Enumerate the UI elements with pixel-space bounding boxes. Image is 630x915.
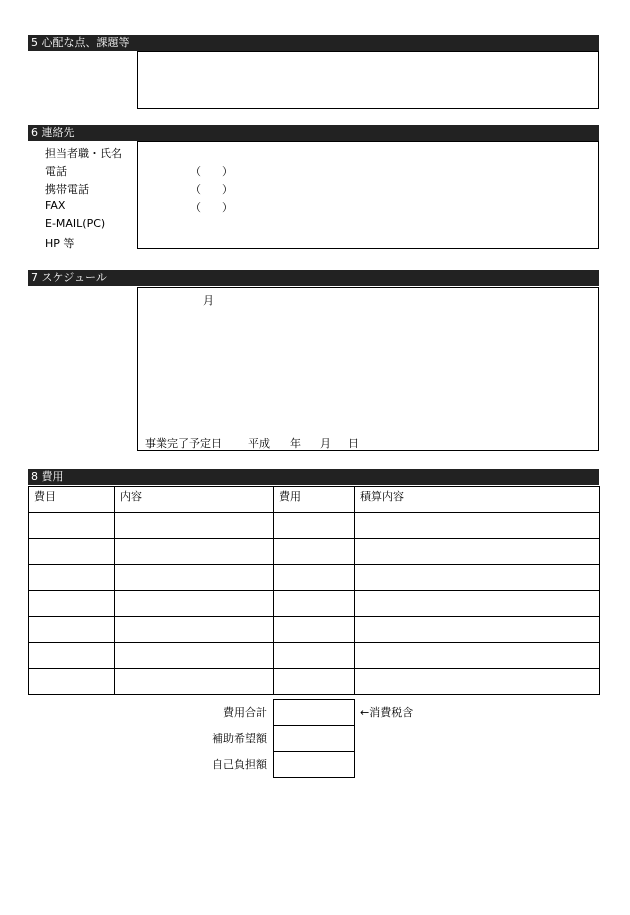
table-row bbox=[29, 669, 600, 695]
fax-paren-open: （ bbox=[190, 201, 201, 214]
self-pay-field[interactable] bbox=[273, 751, 355, 778]
table-row bbox=[29, 513, 600, 539]
header-cost: 費用 bbox=[274, 487, 355, 513]
section-5-header bbox=[28, 35, 599, 51]
section-6-header bbox=[28, 125, 599, 141]
total-cost-field[interactable] bbox=[273, 699, 355, 726]
cell-item[interactable] bbox=[29, 565, 115, 591]
tax-included-note: ←消費税含 bbox=[360, 706, 414, 719]
header-item: 費目 bbox=[29, 487, 115, 513]
cell-breakdown[interactable] bbox=[355, 565, 600, 591]
schedule-month-label: 月 bbox=[203, 294, 214, 307]
completion-era-label: 平成 bbox=[248, 437, 270, 450]
cell-breakdown[interactable] bbox=[355, 643, 600, 669]
section-8-title: 8 費用 bbox=[31, 470, 64, 483]
cell-cost[interactable] bbox=[274, 513, 355, 539]
fax-paren-close: ） bbox=[222, 201, 233, 214]
cell-content[interactable] bbox=[115, 669, 274, 695]
cell-item[interactable] bbox=[29, 539, 115, 565]
cell-content[interactable] bbox=[115, 513, 274, 539]
email-label: E-MAIL(PC) bbox=[45, 217, 106, 230]
self-pay-label: 自己負担額 bbox=[212, 758, 267, 771]
cell-item[interactable] bbox=[29, 669, 115, 695]
cost-table bbox=[28, 486, 600, 695]
cell-content[interactable] bbox=[115, 539, 274, 565]
cell-breakdown[interactable] bbox=[355, 669, 600, 695]
total-cost-label: 費用合計 bbox=[223, 706, 267, 719]
contact-person-label: 担当者職・氏名 bbox=[45, 147, 122, 160]
table-row bbox=[29, 539, 600, 565]
header-content: 内容 bbox=[115, 487, 274, 513]
subsidy-request-label: 補助希望額 bbox=[212, 732, 267, 745]
cell-cost[interactable] bbox=[274, 591, 355, 617]
cell-content[interactable] bbox=[115, 565, 274, 591]
cell-content[interactable] bbox=[115, 617, 274, 643]
table-row bbox=[29, 617, 600, 643]
concerns-field[interactable] bbox=[137, 51, 599, 109]
cell-cost[interactable] bbox=[274, 669, 355, 695]
section-5-title: 5 心配な点、課題等 bbox=[31, 36, 130, 49]
table-row bbox=[29, 565, 600, 591]
homepage-label: HP 等 bbox=[45, 237, 75, 250]
header-breakdown: 積算内容 bbox=[355, 487, 600, 513]
cell-content[interactable] bbox=[115, 643, 274, 669]
cell-breakdown[interactable] bbox=[355, 617, 600, 643]
section-7-title: 7 スケジュール bbox=[31, 271, 107, 284]
table-row bbox=[29, 643, 600, 669]
mobile-paren-close: ） bbox=[222, 183, 233, 196]
cell-cost[interactable] bbox=[274, 539, 355, 565]
contact-field[interactable] bbox=[137, 141, 599, 249]
fax-label: FAX bbox=[45, 199, 66, 212]
section-8-header bbox=[28, 469, 599, 485]
section-7-header bbox=[28, 270, 599, 286]
cell-item[interactable] bbox=[29, 591, 115, 617]
cell-content[interactable] bbox=[115, 591, 274, 617]
cell-breakdown[interactable] bbox=[355, 591, 600, 617]
completion-date-label: 事業完了予定日 bbox=[145, 437, 222, 450]
phone-paren-close: ） bbox=[222, 165, 233, 178]
completion-month-label: 月 bbox=[320, 437, 331, 450]
cell-item[interactable] bbox=[29, 617, 115, 643]
subsidy-request-field[interactable] bbox=[273, 725, 355, 752]
completion-year-label: 年 bbox=[290, 437, 301, 450]
cell-breakdown[interactable] bbox=[355, 513, 600, 539]
cell-cost[interactable] bbox=[274, 617, 355, 643]
mobile-paren-open: （ bbox=[190, 183, 201, 196]
completion-day-label: 日 bbox=[348, 437, 359, 450]
cost-table-header-row bbox=[29, 487, 600, 513]
mobile-label: 携帯電話 bbox=[45, 183, 89, 196]
cell-item[interactable] bbox=[29, 513, 115, 539]
cell-cost[interactable] bbox=[274, 565, 355, 591]
phone-paren-open: （ bbox=[190, 165, 201, 178]
cell-item[interactable] bbox=[29, 643, 115, 669]
cell-breakdown[interactable] bbox=[355, 539, 600, 565]
phone-label: 電話 bbox=[45, 165, 67, 178]
table-row bbox=[29, 591, 600, 617]
section-6-title: 6 連絡先 bbox=[31, 126, 75, 139]
cell-cost[interactable] bbox=[274, 643, 355, 669]
schedule-field[interactable] bbox=[137, 287, 599, 451]
